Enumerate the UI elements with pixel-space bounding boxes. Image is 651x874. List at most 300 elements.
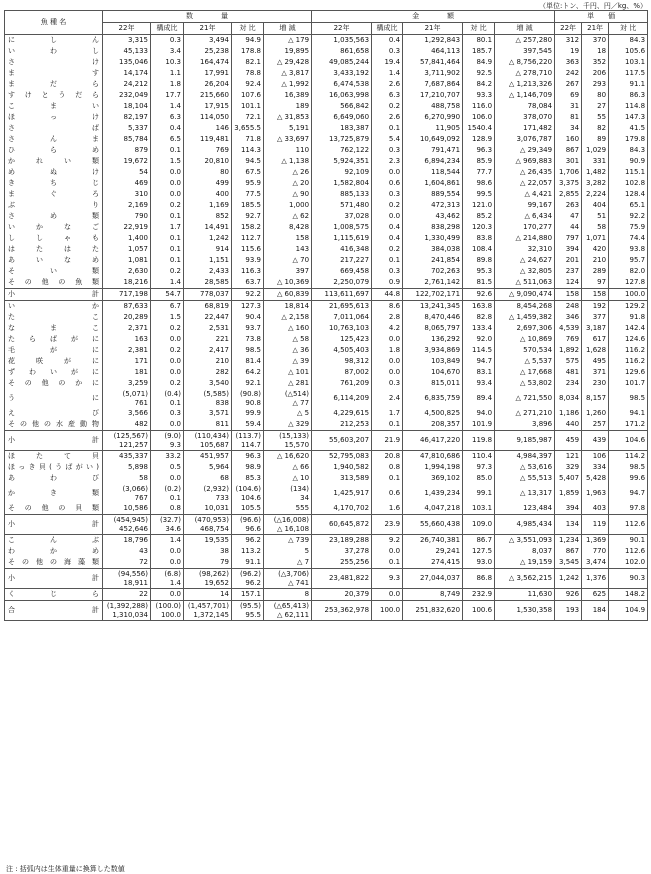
header-v-change: 増 減 [495, 23, 555, 35]
table-row [5, 145, 648, 156]
value: 105,687 [200, 440, 229, 449]
cell-vs: 9.3 [372, 569, 403, 589]
fish-name-cell: そい類 [5, 266, 103, 277]
cell-p22: 346 [555, 312, 582, 323]
cell-q22: 85,784 [103, 134, 151, 145]
cell-vc: 1,530,358 [495, 601, 555, 621]
cell-vs: 2.6 [372, 79, 403, 90]
cell-q21: 20,810 [184, 156, 232, 167]
cell-qc [264, 515, 312, 535]
live-weight-value: (0.4) [164, 389, 181, 398]
cell-p22: 312 [555, 35, 582, 47]
header-fish-name: 魚 種 名 [5, 11, 103, 35]
cell-vs: 0.1 [372, 473, 403, 484]
cell-q22: 1,081 [103, 255, 151, 266]
cell-p21: 420 [582, 244, 609, 255]
value: 96.6 [245, 524, 261, 533]
cell-pr: 84.3 [609, 145, 648, 156]
cell-qc: △ 58 [264, 334, 312, 345]
cell-v21: 1,330,499 [403, 233, 463, 244]
cell-v21: 791,471 [403, 145, 463, 156]
cell-vc: 2,697,306 [495, 323, 555, 334]
cell-p21: 80 [582, 90, 609, 101]
cell-vr: 77.7 [463, 167, 495, 178]
fish-name-cell: 合 計 [5, 601, 103, 621]
cell-q21: 80 [184, 167, 232, 178]
cell-p22: 867 [555, 546, 582, 557]
cell-qs: 1.7 [151, 222, 184, 233]
cell-vc: △ 278,710 [495, 68, 555, 79]
cell-vc: 397,545 [495, 46, 555, 57]
cell-v21: 47,810,686 [403, 451, 463, 463]
fish-name-cell: ほっけ [5, 112, 103, 123]
cell-p22: 248 [555, 301, 582, 313]
cell-qs: 6.5 [151, 134, 184, 145]
cell-qc: 189 [264, 101, 312, 112]
table-row [5, 515, 648, 535]
value: 34 [300, 493, 310, 502]
cell-p22: 1,242 [555, 569, 582, 589]
cell-p22: 867 [555, 145, 582, 156]
cell-p22: 69 [555, 90, 582, 101]
cell-pr: 112.6 [609, 546, 648, 557]
cell-vc: △ 257,280 [495, 35, 555, 47]
cell-qr: 93.9 [232, 255, 264, 266]
cell-qc: △ 7 [264, 557, 312, 569]
cell-qc: 1,000 [264, 200, 312, 211]
cell-v22: 566,842 [312, 101, 372, 112]
table-row [5, 156, 648, 167]
live-weight-value: (9.0) [164, 431, 181, 440]
cell-qc: △ 16,620 [264, 451, 312, 463]
cell-v21: 241,854 [403, 255, 463, 266]
cell-p22: 158 [555, 289, 582, 301]
cell-p21: 192 [582, 301, 609, 313]
cell-qr: 114.3 [232, 145, 264, 156]
cell-pr: 179.8 [609, 134, 648, 145]
cell-vc: 8,037 [495, 546, 555, 557]
cell-v21: 103,849 [403, 356, 463, 367]
cell-vr: 89.8 [463, 255, 495, 266]
cell-q21: 14 [184, 589, 232, 601]
table-body [5, 35, 648, 621]
fish-name-cell: さめ類 [5, 211, 103, 222]
table-row [5, 389, 648, 408]
fish-name-cell: あいなめ [5, 255, 103, 266]
cell-p21: 3,474 [582, 557, 609, 569]
cell-v22: 1,582,804 [312, 178, 372, 189]
cell-qr: 85.3 [232, 473, 264, 484]
cell-pr: 65.1 [609, 200, 648, 211]
fish-name-cell: いわし [5, 46, 103, 57]
cell-q22: 310 [103, 189, 151, 200]
live-weight-value: (△514) [284, 389, 310, 398]
cell-q21: 5,964 [184, 462, 232, 473]
cell-q22: 18,796 [103, 535, 151, 547]
cell-qs: 0.3 [151, 35, 184, 47]
cell-q21: 164,474 [184, 57, 232, 68]
cell-vs: 4.2 [372, 323, 403, 334]
fish-name-cell: くじら [5, 589, 103, 601]
live-weight-value: (5,585) [203, 389, 229, 398]
cell-vc: △ 13,317 [495, 484, 555, 503]
cell-p21: 51 [582, 211, 609, 222]
cell-q21: 1,242 [184, 233, 232, 244]
cell-q22: 87,633 [103, 301, 151, 313]
cell-pr: 86.3 [609, 90, 648, 101]
cell-v22: 6,114,209 [312, 389, 372, 408]
cell-q22: 2,169 [103, 200, 151, 211]
cell-vc: △ 1,213,326 [495, 79, 555, 90]
cell-v21: 464,113 [403, 46, 463, 57]
header-q-ratio: 対 比 [232, 23, 264, 35]
cell-pr: 94.7 [609, 484, 648, 503]
cell-q22: 58 [103, 473, 151, 484]
cell-qs [151, 389, 184, 408]
live-weight-value: (△16,008) [273, 515, 310, 524]
cell-qc: △ 62 [264, 211, 312, 222]
cell-qc: △ 101 [264, 367, 312, 378]
header-q-share: 構成比 [151, 23, 184, 35]
cell-qs: 1.8 [151, 79, 184, 90]
cell-v22: 253,362,978 [312, 601, 372, 621]
cell-vr: 1540.4 [463, 123, 495, 134]
cell-v22: 55,603,207 [312, 431, 372, 451]
cell-vr: 232.9 [463, 589, 495, 601]
cell-qc: △ 1,138 [264, 156, 312, 167]
cell-v22: 21,695,613 [312, 301, 372, 313]
cell-p22: 47 [555, 211, 582, 222]
cell-vs: 20.8 [372, 451, 403, 463]
cell-qs: 0.2 [151, 345, 184, 356]
fish-name-cell: はたはた [5, 244, 103, 255]
cell-v22: 217,227 [312, 255, 372, 266]
cell-v21: 11,905 [403, 123, 463, 134]
cell-vr: 84.2 [463, 79, 495, 90]
cell-qc: △ 29,428 [264, 57, 312, 68]
cell-v22: 5,924,351 [312, 156, 372, 167]
cell-qr: 78.8 [232, 68, 264, 79]
cell-p21: 617 [582, 334, 609, 345]
cell-v22: 212,253 [312, 419, 372, 431]
cell-pr: 101.7 [609, 378, 648, 389]
cell-p21: 331 [582, 156, 609, 167]
live-weight-value: (96.2) [239, 569, 261, 578]
table-row [5, 255, 648, 266]
fish-name-cell: いかなご [5, 222, 103, 233]
cell-vc: △ 53,802 [495, 378, 555, 389]
cell-v22: 23,189,288 [312, 535, 372, 547]
cell-vc: 570,534 [495, 345, 555, 356]
live-weight-value: (△3,706) [278, 569, 310, 578]
cell-v21: 384,038 [403, 244, 463, 255]
cell-qc: 5,191 [264, 123, 312, 134]
cell-q21: 28,585 [184, 277, 232, 289]
cell-q21: 221 [184, 334, 232, 345]
cell-q22 [103, 601, 151, 621]
cell-p22: 8,034 [555, 389, 582, 408]
fish-name-cell: めぬけ [5, 167, 103, 178]
cell-v22: 861,658 [312, 46, 372, 57]
cell-qc: △ 5 [264, 408, 312, 419]
cell-v22: 16,063,998 [312, 90, 372, 101]
cell-q21: 17,915 [184, 101, 232, 112]
fish-name-cell: 小 計 [5, 515, 103, 535]
cell-vr: 101.9 [463, 419, 495, 431]
cell-p21: 404 [582, 200, 609, 211]
cell-vs: 0.6 [372, 178, 403, 189]
cell-v21: 251,832,620 [403, 601, 463, 621]
cell-p21: 97 [582, 277, 609, 289]
cell-qs: 6.3 [151, 112, 184, 123]
table-row [5, 301, 648, 313]
cell-vs: 8.6 [372, 301, 403, 313]
cell-v21: 3,934,869 [403, 345, 463, 356]
cell-vs: 0.0 [372, 356, 403, 367]
cell-vs: 19.4 [372, 57, 403, 68]
cell-p21: 5,428 [582, 473, 609, 484]
cell-vs: 0.1 [372, 255, 403, 266]
fish-name-cell: たこ [5, 312, 103, 323]
cell-p22: 394 [555, 503, 582, 515]
cell-pr: 116.2 [609, 345, 648, 356]
table-row [5, 35, 648, 47]
cell-p21: 158 [582, 289, 609, 301]
cell-p22: 2,855 [555, 189, 582, 200]
cell-qc: △ 3,817 [264, 68, 312, 79]
cell-qs: 3.4 [151, 46, 184, 57]
header-value: 金 額 [312, 11, 555, 23]
cell-p21: 106 [582, 451, 609, 463]
fishery-statistics-table [4, 10, 648, 621]
cell-vr: 96.3 [463, 145, 495, 156]
value: △ 77 [292, 398, 310, 407]
fish-name-cell: にしん [5, 35, 103, 47]
header-v-ratio: 対 比 [463, 23, 495, 35]
cell-pr: 147.3 [609, 112, 648, 123]
cell-q21: 210 [184, 356, 232, 367]
cell-pr: 104.9 [609, 601, 648, 621]
cell-q21: 10,031 [184, 503, 232, 515]
cell-q22 [103, 515, 151, 535]
cell-qr [232, 515, 264, 535]
cell-v22: 313,589 [312, 473, 372, 484]
value: △ 62,111 [276, 610, 310, 619]
cell-p21: 439 [582, 431, 609, 451]
cell-qc: 5 [264, 546, 312, 557]
cell-q21: 26,204 [184, 79, 232, 90]
table-row [5, 134, 648, 145]
live-weight-value: (134) [290, 484, 310, 493]
cell-vr: 89.4 [463, 389, 495, 408]
cell-pr: 114.2 [609, 451, 648, 463]
cell-q21: 3,571 [184, 408, 232, 419]
cell-vs: 2.4 [372, 389, 403, 408]
cell-p22: 4,539 [555, 323, 582, 334]
live-weight-value: (95.5) [239, 601, 261, 610]
cell-q22: 54 [103, 167, 151, 178]
cell-v22: 10,763,103 [312, 323, 372, 334]
cell-p22: 201 [555, 255, 582, 266]
cell-qr: 71.8 [232, 134, 264, 145]
cell-q22: 1,400 [103, 233, 151, 244]
cell-vr: 82.8 [463, 312, 495, 323]
cell-pr: 75.9 [609, 222, 648, 233]
cell-qs: 10.3 [151, 57, 184, 68]
cell-pr: 41.5 [609, 123, 648, 134]
fish-name-cell: その他の魚類 [5, 277, 103, 289]
cell-p22: 301 [555, 156, 582, 167]
cell-p22: 193 [555, 601, 582, 621]
cell-p21: 1,376 [582, 569, 609, 589]
value: 9.3 [169, 440, 181, 449]
cell-v22: 669,458 [312, 266, 372, 277]
cell-vr: 120.3 [463, 222, 495, 233]
cell-v21: 8,470,446 [403, 312, 463, 323]
cell-vs: 100.0 [372, 601, 403, 621]
cell-qr: 81.4 [232, 356, 264, 367]
value: 15,570 [284, 440, 310, 449]
cell-qr: 127.3 [232, 301, 264, 313]
cell-qs [151, 431, 184, 451]
cell-vc: △ 4,421 [495, 189, 555, 200]
cell-vs: 6.3 [372, 90, 403, 101]
live-weight-value: (125,567) [113, 431, 148, 440]
table-row [5, 378, 648, 389]
cell-vc: △ 19,159 [495, 557, 555, 569]
cell-qs: 33.2 [151, 451, 184, 463]
cell-p21: 210 [582, 255, 609, 266]
cell-q21: 282 [184, 367, 232, 378]
cell-q22: 135,046 [103, 57, 151, 68]
cell-v21: 104,670 [403, 367, 463, 378]
header-v-22: 22年 [312, 23, 372, 35]
cell-p22: 329 [555, 462, 582, 473]
cell-qr [232, 389, 264, 408]
cell-vc: 3,896 [495, 419, 555, 431]
cell-v21: 17,210,707 [403, 90, 463, 101]
value: 18,911 [123, 578, 148, 587]
cell-p21: 119 [582, 515, 609, 535]
cell-qs: 0.0 [151, 334, 184, 345]
cell-q22: 2,630 [103, 266, 151, 277]
cell-pr: 112.6 [609, 515, 648, 535]
fish-name-cell: その他の水産動物 [5, 419, 103, 431]
cell-vs: 1.6 [372, 503, 403, 515]
cell-qc: 8,428 [264, 222, 312, 233]
cell-qs: 1.5 [151, 156, 184, 167]
cell-qr: 98.9 [232, 462, 264, 473]
cell-qs [151, 515, 184, 535]
cell-vc: △ 214,880 [495, 233, 555, 244]
cell-q22: 22 [103, 589, 151, 601]
cell-pr: 124.6 [609, 334, 648, 345]
cell-vc: 78,084 [495, 101, 555, 112]
cell-p22: 1,234 [555, 535, 582, 547]
cell-q22: 18,104 [103, 101, 151, 112]
cell-vr: 85.2 [463, 211, 495, 222]
cell-q21: 146 [184, 123, 232, 134]
cell-vr: 92.5 [463, 68, 495, 79]
cell-v21: 1,994,198 [403, 462, 463, 473]
table-row [5, 367, 648, 378]
cell-v21: 136,292 [403, 334, 463, 345]
cell-qc: △ 160 [264, 323, 312, 334]
cell-v22: 6,474,538 [312, 79, 372, 90]
fish-name-cell: ずわいがに [5, 367, 103, 378]
cell-vr: 83.8 [463, 233, 495, 244]
cell-v22: 113,611,697 [312, 289, 372, 301]
cell-q21 [184, 569, 232, 589]
cell-vc: 170,277 [495, 222, 555, 233]
value: 19,652 [204, 578, 229, 587]
cell-v22: 92,109 [312, 167, 372, 178]
fish-name-cell: えび [5, 408, 103, 419]
cell-qr: 72.1 [232, 112, 264, 123]
value: 838 [215, 398, 229, 407]
cell-qs: 0.1 [151, 145, 184, 156]
cell-pr: 84.3 [609, 35, 648, 47]
cell-q21: 38 [184, 546, 232, 557]
footnote: 注 : 括弧内は生体重量に換算した数値 [6, 865, 125, 873]
cell-vc: △ 511,063 [495, 277, 555, 289]
cell-p21: 2,224 [582, 189, 609, 200]
cell-v21: 8,065,797 [403, 323, 463, 334]
fish-name-cell: こまい [5, 101, 103, 112]
cell-vc: △ 6,434 [495, 211, 555, 222]
cell-qc [264, 484, 312, 503]
fish-name-cell: 花咲がに [5, 356, 103, 367]
cell-qc: △ 31,853 [264, 112, 312, 123]
table-row [5, 323, 648, 334]
cell-q22: 14,174 [103, 68, 151, 79]
cell-q22: 82,197 [103, 112, 151, 123]
cell-qc: △ 20 [264, 178, 312, 189]
value: 90.8 [245, 398, 261, 407]
cell-qc: △ 33,697 [264, 134, 312, 145]
table-row [5, 473, 648, 484]
cell-qs [151, 601, 184, 621]
cell-v22: 125,423 [312, 334, 372, 345]
table-row [5, 112, 648, 123]
table-row [5, 289, 648, 301]
table-row [5, 334, 648, 345]
cell-qs: 6.7 [151, 301, 184, 313]
cell-p21: 1,628 [582, 345, 609, 356]
cell-v22: 571,480 [312, 200, 372, 211]
cell-vc: △ 10,869 [495, 334, 555, 345]
cell-qc: △ 26 [264, 167, 312, 178]
cell-q21: 3,494 [184, 35, 232, 47]
fish-name-cell: かれい類 [5, 156, 103, 167]
cell-vr: 92.0 [463, 334, 495, 345]
cell-p22: 160 [555, 134, 582, 145]
table-row [5, 408, 648, 419]
cell-pr: 100.0 [609, 289, 648, 301]
fish-name-cell: なまこ [5, 323, 103, 334]
value: 34.6 [165, 524, 181, 533]
value: 104.6 [240, 493, 261, 502]
cell-qs: 0.0 [151, 167, 184, 178]
fish-name-cell: 毛がに [5, 345, 103, 356]
cell-q21: 2,531 [184, 323, 232, 334]
cell-q22: 22,919 [103, 222, 151, 233]
cell-p22: 124 [555, 277, 582, 289]
cell-vs: 5.4 [372, 134, 403, 145]
cell-q22: 469 [103, 178, 151, 189]
fish-name-cell: ぶり [5, 200, 103, 211]
live-weight-value: (90.8) [239, 389, 261, 398]
